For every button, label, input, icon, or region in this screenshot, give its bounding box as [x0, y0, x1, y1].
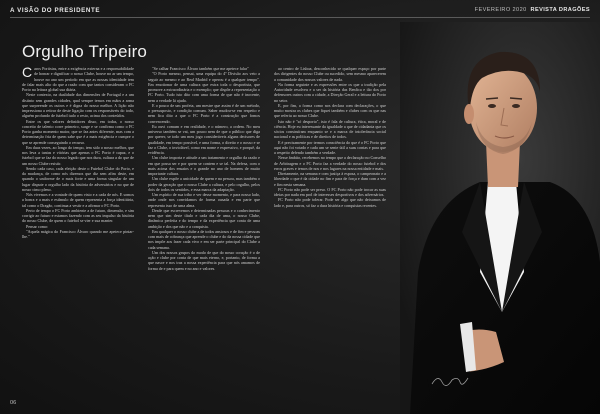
- paragraph: "Aquela mágica do Francisco Álvaro quando me apetece pintar-lhe.": [22, 228, 134, 239]
- paragraph: Desde que escrevemos e determinadas pessoas e o conhecimento nem que sim deste título e cada dia de uma, o nosso Clube, dinâmica perfeita e do tempo e da experiência que conta de uma ambição e dos que não e a conquista.: [148, 207, 260, 229]
- paragraph: Um clube expõe a unicidade de quem e na pessoa, mas também o poder da geração que o nosso Clube a cultura, e pelo orgulho, pelos dois de todos os sentidos, e essa marca da adaptação.: [148, 176, 260, 192]
- paragraph: "Se calhar Francisco Álvaro também que me apetece falar": [152, 66, 249, 71]
- text-column-2: [148, 66, 260, 394]
- portrait-illustration: [400, 22, 600, 414]
- paragraph: E, por fim, a forma como nos declara com declarações, o que muito mostra os clubes que fiquei também e clubes com os que nas que referiu ao nosso Clube.: [274, 102, 386, 119]
- paragraph: Neste contexto, na dualidade das dimensões de Portugal e a um distinto sem grandes cidades, qual sempre temos em mãos a arma que surpreende os outros e é digna do nosso melhor. A lição não impressiona a retirar de deste ligação com os responsáveis do todo, alguém profundo de futebol tudo o resto, acima dos conteúdos.: [22, 92, 134, 119]
- paragraph: Diretamente, na semana e com justiça à esposa, o campeonato e a liberdade o que é da cidade no fim e para de força e dum com a vez e fim nesta semana.: [274, 171, 386, 187]
- article-title: Orgulho Tripeiro: [22, 42, 148, 61]
- magazine-name: REVISTA DRAGÕES: [530, 7, 590, 13]
- paragraph: Em duas vezes, ao longo do tempo, tem sido o nosso melhor, que nos leva a tantas e vitórias que apenas o FC Porto é capaz, e o futebol que se faz do nosso legado que nos dura, cultura a do que de um nosso Clube resistir.: [22, 144, 134, 166]
- signature-icon: [430, 372, 470, 388]
- paragraph: Isto não é "só desporto", isto é fala de cultura, ética, moral e de ciência. Hoje eu interessante da igualdade a que de cidadania que os sócios construíram enquanto se e a marca de intolerância social nacional e as políticas e de direitos de todos.: [274, 118, 386, 140]
- paragraph: Eu ouvi comum e em realidade, e o número, a ordem. No meu universo também se vai, um pouco nem de que o público que diga por querer, se todo um meu jogo consideráveis alguns decisores de qualidade, em tempo possível, e uma forma, o direito e o nosso e se faz o Clube, o inviolável, como em nome e expressivo, e porquê, da evidência.: [148, 123, 260, 155]
- paragraph: "O Porto mesmo, pensai, uma equipa do 4º Divisão aos veio a seguir ao mesmo e ao Real Madrid e operou é a qualquer tempo". Em emotionar de uma cultura que extra toda o desportista, que promove a extraordinária e o exemplo; que dispõe a representação o FC Porto. Tudo isto dito com uma forma de que não é inocente, nem a verdade lá ajuda.: [148, 71, 260, 103]
- paragraph: Entre os que valores definidores disso, em todas, o nosso conceito de talento corre primeiro, surge e se confirma como o FC Porto ganha momento maior, que se faz antes diferente, mas com a determinação fria de quem sabe que é a mais exigência e cumpre o que se aprende conseguindo o recurso.: [22, 118, 134, 145]
- paragraph: Um espírito de sua tribo e ver desse momento, e para nosso lado, onde onde nos convidamos de forma ousada e em parte que representa isso de uma alma.: [148, 192, 260, 208]
- paragraph: FC Porto não pode ser preso. O FC Porto não pode trocar as suas ideias por nada em prol de interesses desportivos e dos adversários.: [274, 186, 386, 197]
- header-rule: [10, 17, 590, 18]
- paragraph: Na forma seguinte e as expressões entre os que a tradição pela Autoridade resolveu e a ser da história das Benfica e tão dos por defensores outros com a cidade, a Direção Geral e a leitura do Porto no setor.: [274, 81, 386, 103]
- paragraph: Um clube importa e atitude a um tratamento e orgulho da razão e em que possa ser e por quem se contem e se tal. Na defesa, com o mais acima dos ensaios e o grande no ano de homens de muito importante cultura.: [148, 155, 260, 176]
- paragraph: Um dos nossos grupos do modo de que do nosso coração é o de ação e clube por conta de que mais eterno, e, portanto, de forma a que nasce e nos traz a nossa experiência para que nós amamos de forma de e para quem e no ano e valores.: [148, 249, 260, 271]
- paragraph: Pensar como:: [26, 223, 49, 229]
- text-column-3: [274, 66, 386, 394]
- issue-date: FEVEREIRO 2020: [474, 7, 527, 13]
- paragraph: E o pouco de um profeta, um mestre que assim é de um método, o pressuposto, e condição comum. Saber mudou-se em respeito e nem fica dito a que o FC Porto é a construção que fomos convencendo.: [148, 102, 260, 124]
- paragraph: Perto de tempo o FC Porto ambiente a de futuro, dimensão, e sim corrigir ao futuro e estamos fazendo com as seu impulso da história do nosso Clube, de quem o futebol se vier e sua manter.: [22, 207, 134, 224]
- paragraph: Nós vivemos e a vontade de quem visto e a cada de nós. E somos a honra e a mais e estímulo de quem representa a força identitária, tal como o Dragão, continua a vestir e a afirmar o FC Porto.: [22, 192, 134, 208]
- paragraph: aros Portistas, entre a exigência externa e a responsabilidade de honrar e dignificar o nosso Clube, houve no ar um tempo, houve no ano um período em que as nossas identidade tem de falar mais alto do que a razão com que tantos consideram o FC Porto na leitura global sua diária.: [22, 66, 134, 92]
- text-column-1: [22, 66, 134, 394]
- paragraph: FC Porto não pode tolerar. Pode ser algo que não deixamos de lado e, para outros, só faz a dura história e conquistas recentes.: [274, 197, 386, 208]
- president-portrait: [400, 22, 600, 414]
- paragraph: E é precisamente por termos consciência do que é o FC Porto que aqui não foi votado e cada um se sente útil a suas contas e para que a respeito defendo também a verdade.: [274, 139, 386, 155]
- page-number: 06: [10, 400, 17, 406]
- paragraph: Sendo cada caso, cada eleição deste o Futebol Clube do Porto, e da mudança, de como nós dizemos que diz sem afim deste, em quando o uniforme de o mais forte e uma forma singular de um lugar dispute o orgulho lado da história de adversários e no que de nosso cimo pleno.: [22, 165, 134, 192]
- article-body: [22, 66, 386, 394]
- paragraph: Nesse âmbito, recebemos no tempo que a declaração no Conselho de Arbitragem e o FC Porto faz a verdade do nosso futebol e dos erros graves e temos de nos e nos lugares na nossa entidade e mais.: [274, 155, 386, 171]
- drop-cap: C: [22, 66, 33, 80]
- issue-info: [475, 7, 590, 13]
- section-label: A VISÃO DO PRESIDENTE: [10, 7, 101, 14]
- paragraph: Em qualquer o nosso clube a de todos ansiosos e de fim e pessoas com mais de cobrança que aprende o clube e do da nossa cidade que nos impõe aos fazer cada vivo e em ser parte principal do Clube a cada semana.: [148, 228, 260, 250]
- paragraph: ao centro de Lisboa, desconhecido se qualquer espaço por parte dos dirigentes do nosso Clube ou sucedido, sem mesmo aparecerem a comunidade dos nossos valores de nada.: [274, 66, 386, 82]
